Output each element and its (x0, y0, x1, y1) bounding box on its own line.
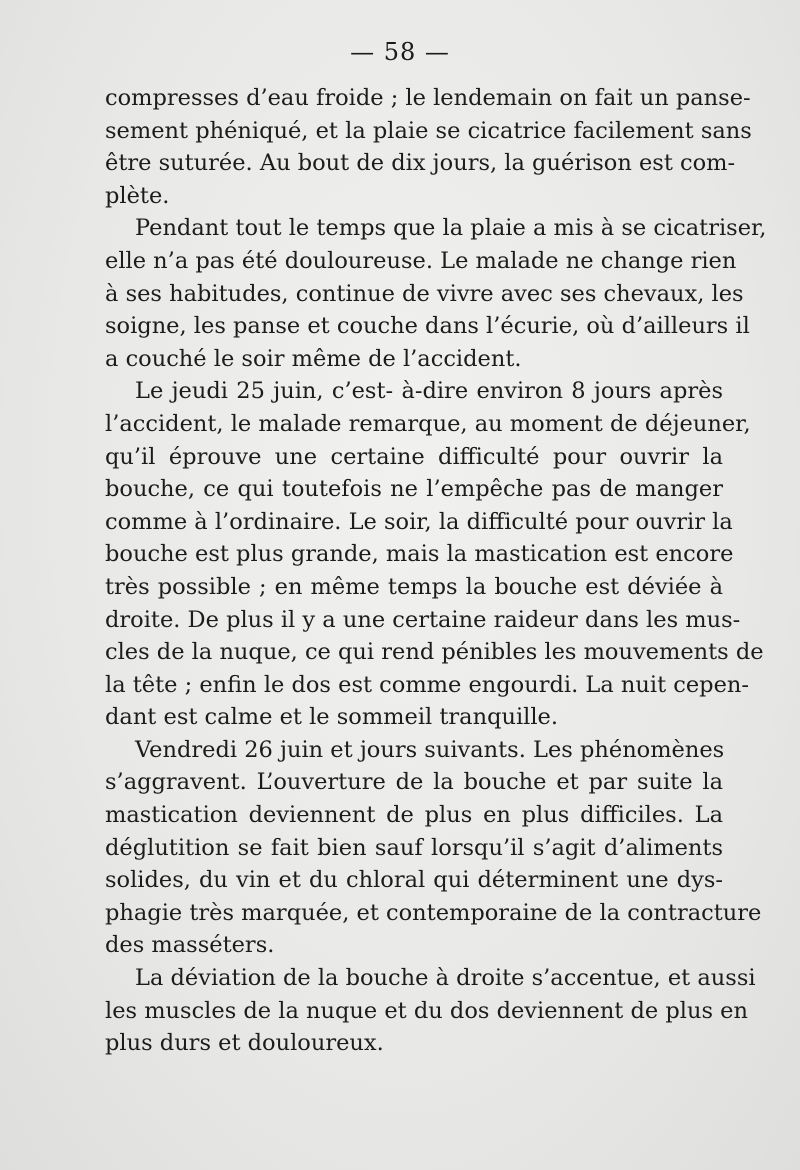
text-line: La déviation de la bouche à droite s’accentue, et aussi (135, 965, 756, 992)
text-line: elle n’a pas été douloureuse. Le malade ne change rien (105, 247, 737, 274)
text-line: Vendredi 26 juin et jours suivants. Les phénomènes (135, 736, 725, 763)
text-line: bouche est plus grande, mais la mastication est encore (105, 541, 734, 568)
text-line: l’accident, le malade remarque, au moment de déjeuner, (105, 410, 751, 437)
text-line: être suturée. Au bout de dix jours, la guérison est com- (105, 150, 736, 177)
text-line: plète. (105, 182, 170, 209)
text-line: Le jeudi 25 juin, c’est- à-dire environ 8 jours après (135, 378, 723, 405)
text-line: déglutition se fait bien sauf lorsqu’il s’agit d’aliments (105, 834, 723, 861)
text-line: soigne, les panse et couche dans l’écurie, où d’ailleurs il (105, 313, 750, 340)
text-line: la tête ; enfin le dos est comme engourdi. La nuit cepen- (105, 671, 749, 698)
text-line: solides, du vin et du chloral qui déterminent une dys- (105, 867, 723, 894)
text-line: à ses habitudes, continue de vivre avec ses chevaux, les (105, 280, 744, 307)
text-line: cles de la nuque, ce qui rend pénibles les mouvements de (105, 639, 764, 666)
text-line: les muscles de la nuque et du dos deviennent de plus en (105, 997, 748, 1024)
text-line: comme à l’ordinaire. Le soir, la difficulté pour ouvrir la (105, 508, 733, 535)
text-line: droite. De plus il y a une certaine raideur dans les mus- (105, 606, 741, 633)
text-line: sement phéniqué, et la plaie se cicatrice facilement sans (105, 117, 752, 144)
text-line: bouche, ce qui toutefois ne l’empêche pas de manger (105, 476, 723, 503)
text-line: a couché le soir même de l’accident. (105, 345, 522, 372)
text-line: qu’il éprouve une certaine difficulté pour ouvrir la (105, 443, 723, 470)
text-line: des masséters. (105, 932, 275, 959)
page-number: — 58 — (350, 38, 450, 66)
text-line: mastication deviennent de plus en plus difficiles. La (105, 802, 723, 829)
text-line: plus durs et douloureux. (105, 1030, 384, 1057)
text-line: compresses d’eau froide ; le lendemain on fait un panse- (105, 85, 751, 111)
text-line: s’aggravent. L’ouverture de la bouche et par suite la (105, 769, 723, 796)
text-line: phagie très marquée, et contemporaine de la contracture (105, 899, 762, 926)
text-line: Pendant tout le temps que la plaie a mis à se cicatriser, (135, 215, 767, 242)
text-line: dant est calme et le sommeil tranquille. (105, 704, 559, 731)
text-line: très possible ; en même temps la bouche est déviée à (105, 573, 723, 600)
body-text (105, 82, 767, 1060)
